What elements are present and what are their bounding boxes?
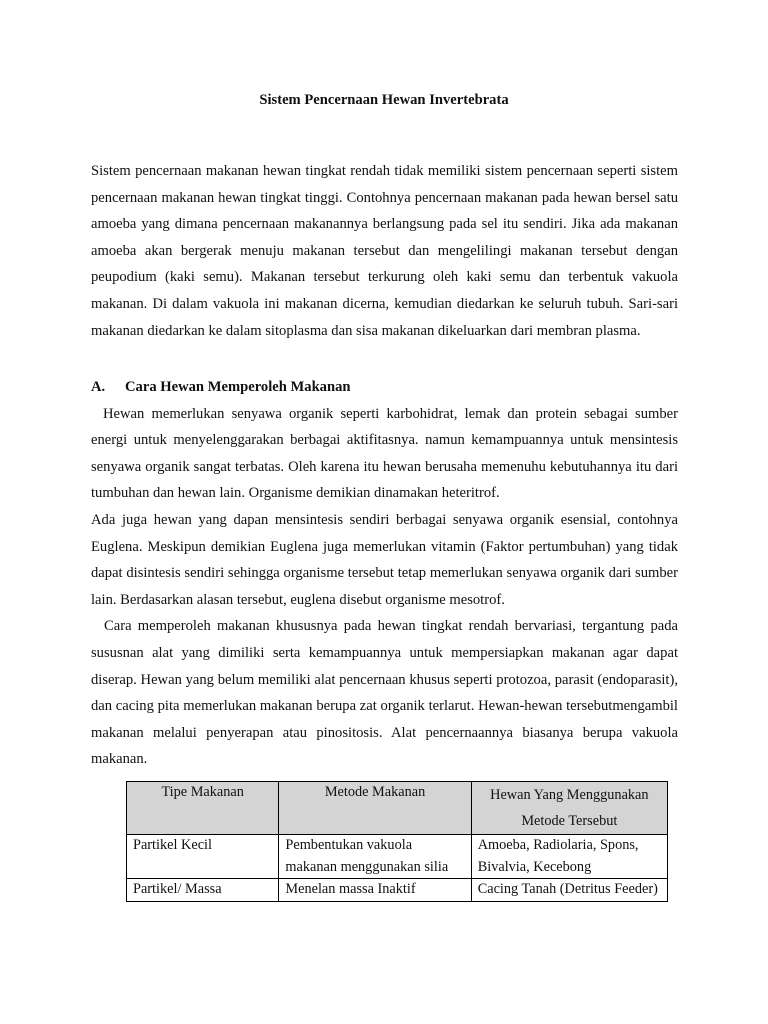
section-a-paragraph-3: Cara memperoleh makanan khususnya pada hewan tingkat rendah bervariasi, tergantung pada sususnan alat yang dimiliki serta kemampuannya untuk mempersiapkan makanan agar dapat diserap. Hewan yang belum memiliki alat pencernaan khusus seperti protozoa, parasit (endoparasit), dan cacing pita memerlukan makanan berupa zat organik terlarut. Hewan-hewan tersebutmengambil makanan melalui penyerapan atau pinositosis. Alat pencernaannya biasanya berupa vakuola makanan. xyxy=(91,618,678,768)
table-row xyxy=(127,835,668,879)
section-a-paragraph-2: Ada juga hewan yang dapan mensintesis sendiri berbagai senyawa organik esensial, contohnya Euglena. Meskipun demikian Euglena juga memerlukan vitamin (Faktor pertumbuhan) yang tidak dapat disintesis sendiri sehingga organisme tersebut tetap memerlukan senyawa organik dari sumber lain. Berdasarkan alasan tersebut, euglena disebut organisme mesotrof. xyxy=(91,511,678,608)
table-cell: Pembentukan vakuola makanan menggunakan silia xyxy=(279,835,471,879)
table-cell: Amoeba, Radiolaria, Spons, Bivalvia, Kecebong xyxy=(471,835,667,879)
table-header-cell: Hewan Yang Menggunakan Metode Tersebut xyxy=(471,782,667,835)
table-cell: Cacing Tanah (Detritus Feeder) xyxy=(471,879,667,902)
table-cell: Partikel/ Massa xyxy=(127,879,279,902)
section-a-number: A. xyxy=(91,379,106,395)
section-a xyxy=(91,374,678,773)
table-row xyxy=(127,879,668,902)
table-header-row xyxy=(127,782,668,835)
intro-paragraph: Sistem pencernaan makanan hewan tingkat rendah tidak memiliki sistem pencernaan seperti sistem pencernaan makanan hewan tingkat tinggi. Contohnya pencernaan makanan pada hewan bersel satu amoeba yang dimana pencernaan makanannya berlangsung pada sel itu sendiri. Jika ada makanan amoeba akan bergerak menuju makanan tersebut dan mengelilingi makanan tersebut dengan peupodium (kaki semu). Makanan tersebut terkurung oleh kaki semu dan terbentuk vakuola makanan. Di dalam vakuola ini makanan dicerna, kemudian diedarkan ke seluruh tubuh. Sari-sari makanan diedarkan ke dalam sitoplasma dan sisa makanan dikeluarkan dari membran plasma. xyxy=(91,163,678,339)
table-header-cell: Tipe Makanan xyxy=(127,782,279,835)
table-header-cell: Metode Makanan xyxy=(279,782,471,835)
section-a-heading xyxy=(91,374,678,401)
food-type-table xyxy=(126,781,668,902)
table-cell: Menelan massa Inaktif xyxy=(279,879,471,902)
document-title: Sistem Pencernaan Hewan Invertebrata xyxy=(259,92,509,108)
intro-paragraph-block xyxy=(91,158,678,344)
table-cell: Partikel Kecil xyxy=(127,835,279,879)
section-a-title: Cara Hewan Memperoleh Makanan xyxy=(125,379,351,395)
section-a-paragraph-1: Hewan memerlukan senyawa organik seperti karbohidrat, lemak dan protein sebagai sumber energi untuk menyelenggarakan berbagai aktifitasnya. namun kemampuannya untuk mensintesis senyawa organik sangat terbatas. Oleh karena itu hewan berusaha memenuhu kebutuhannya itu dari tumbuhan dan hewan lain. Organisme demikian dinamakan heteritrof. xyxy=(91,405,678,502)
